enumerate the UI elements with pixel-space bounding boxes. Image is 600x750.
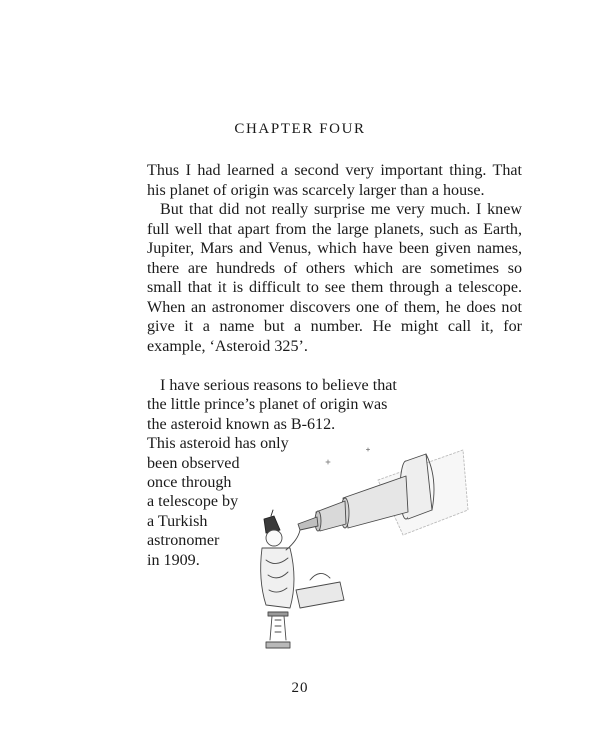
narrow-line: the little prince’s planet of origin was [147, 396, 388, 414]
astronomer-telescope-icon [228, 440, 473, 665]
paragraph-1: Thus I had learned a second very important thing. That his planet of origin was scarcely larger than a house. [147, 162, 522, 199]
narrow-line: astronomer [147, 532, 220, 550]
chapter-heading: CHAPTER FOUR [234, 121, 366, 137]
narrow-line: once through [147, 474, 232, 492]
body-text [147, 161, 522, 356]
narrow-line: This asteroid has only [147, 435, 289, 453]
page-number: 20 [291, 680, 309, 696]
narrow-line: a Turkish [147, 512, 208, 530]
narrow-line: in 1909. [147, 551, 200, 569]
narrow-line: a telescope by [147, 493, 239, 511]
narrow-line: the asteroid known as B-612. [147, 415, 336, 433]
narrow-line: been observed [147, 454, 240, 472]
paragraph-2: But that did not really surprise me very much. I knew full well that apart from the large planets, such as Earth, Jupiter, Mars and Venus, which have been given names, there are hundreds of others which are sometimes so small that it is difficult to see them through a telescope. When an astronomer discovers one of them, he does not give it a name but a number. He might call it, for example, ‘Asteroid 325’. [147, 201, 522, 355]
narrow-line: I have serious reasons to believe that [160, 377, 397, 394]
